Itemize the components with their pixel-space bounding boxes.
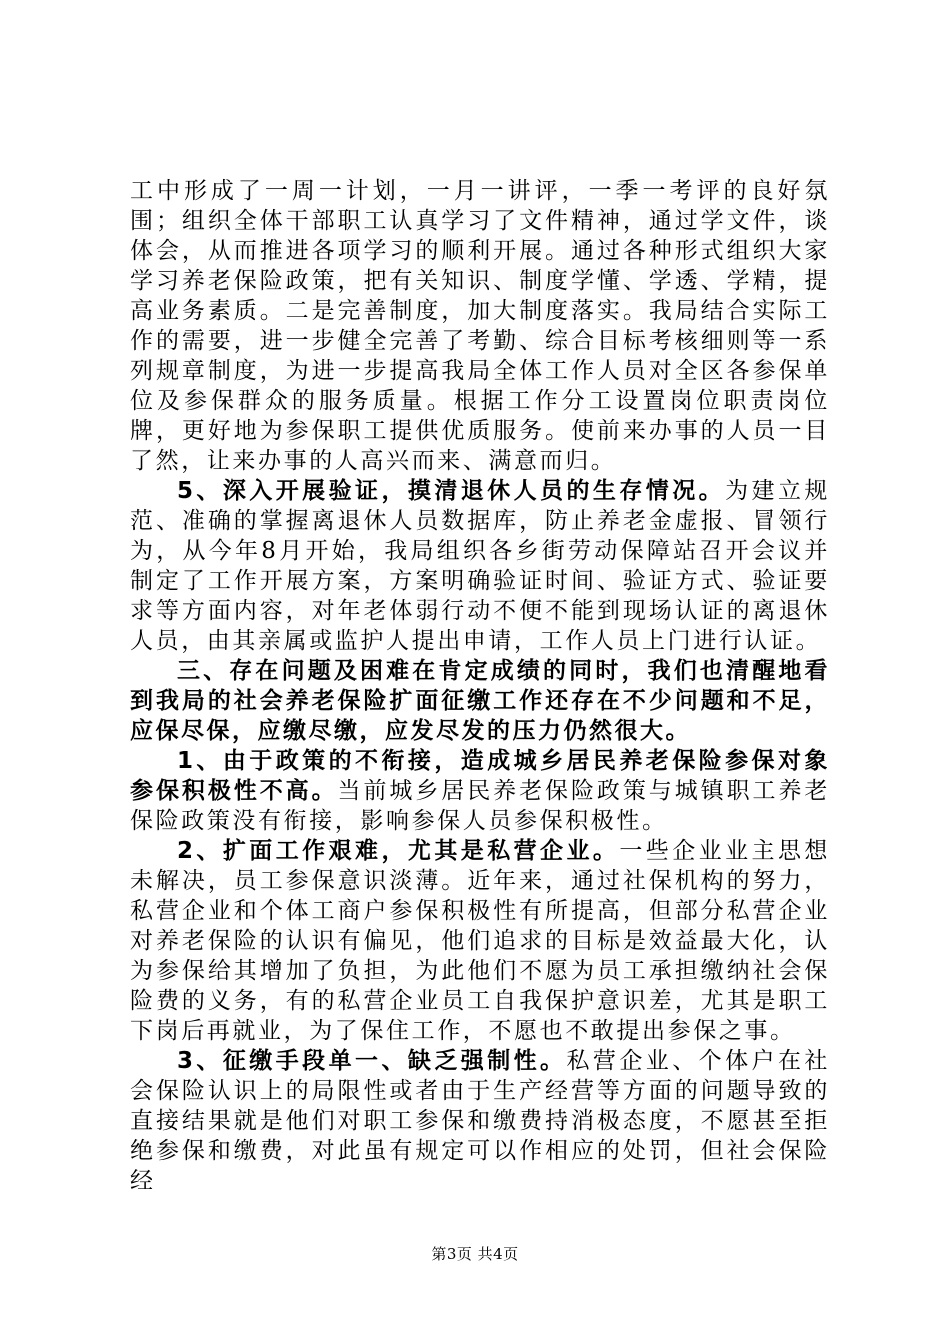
page-number-label: 第3页 共4页 [431, 1245, 519, 1263]
paragraph-text: 当前城乡居民养老保险政策与城镇职工养老保险政策没有衔接，影响参保人员参保积极性。 [130, 778, 830, 834]
paragraph-text: 私营企业、个体户在社会保险认识上的局限性或者由于生产经营等方面的问题导致的直接结果就是他们对职工参保和缴费持消极态度，不愿甚至拒绝参保和缴费，对此虽有规定可以作相应的处罚，但社会保险经 [130, 1048, 830, 1194]
page-footer [0, 1243, 950, 1264]
paragraph-lead: 5、深入开展验证，摸清退休人员的生存情况。 [177, 478, 726, 504]
paragraph-text: 工中形成了一周一计划，一月一讲评，一季一考评的良好氛围；组织全体干部职工认真学习了文件精神，通过学文件，谈体会，从而推进各项学习的顺利开展。通过各种形式组织大家学习养老保险政策，把有关知识、制度学懂、学透、学精，提高业务素质。二是完善制度，加大制度落实。我局结合实际工作的需要，进一步健全完善了考勤、综合目标考核细则等一系列规章制度，为进一步提高我局全体工作人员对全区各参保单位及参保群众的服务质量。根据工作分工设置岗位职责岗位牌，更好地为参保职工提供优质服务。使前来办事的人员一目了然，让来办事的人高兴而来、满意而归。 [130, 178, 830, 474]
paragraph-item-1 [130, 746, 830, 836]
section-heading-problems [130, 656, 830, 746]
paragraph-lead: 1、由于政策的不衔接，造成城乡居民养老保险参保对象参保积极性不高。 [130, 748, 830, 804]
paragraph-lead: 2、扩面工作艰难，尤其是私营企业。 [177, 838, 620, 864]
section-heading-text: 三、存在问题及困难在肯定成绩的同时，我们也清醒地看到我局的社会养老保险扩面征缴工作还存在不少问题和不足，应保尽保，应缴尽缴，应发尽发的压力仍然很大。 [130, 658, 830, 744]
document-body [130, 176, 830, 1196]
paragraph-continuation [130, 176, 830, 476]
paragraph-item-3 [130, 1046, 830, 1196]
paragraph-text: 为建立规范、准确的掌握离退休人员数据库，防止养老金虚报、冒领行为，从今年8月开始，我局组织各乡街劳动保障站召开会议并制定了工作开展方案，方案明确验证时间、验证方式、验证要求等方面内容，对年老体弱行动不便不能到现场认证的离退休人员，由其亲属或监护人提出申请，工作人员上门进行认证。 [130, 478, 830, 654]
paragraph-item-5 [130, 476, 830, 656]
paragraph-item-2 [130, 836, 830, 1046]
paragraph-text: 一些企业业主思想未解决，员工参保意识淡薄。近年来，通过社保机构的努力，私营企业和个体工商户参保积极性有所提高，但部分私营企业对养老保险的认识有偏见，他们追求的目标是效益最大化，认为参保给其增加了负担，为此他们不愿为员工承担缴纳社会保险费的义务，有的私营企业员工自我保护意识差，尤其是职工下岗后再就业，为了保住工作，不愿也不敢提出参保之事。 [130, 838, 830, 1044]
paragraph-lead: 3、征缴手段单一、缺乏强制性。 [177, 1048, 567, 1074]
